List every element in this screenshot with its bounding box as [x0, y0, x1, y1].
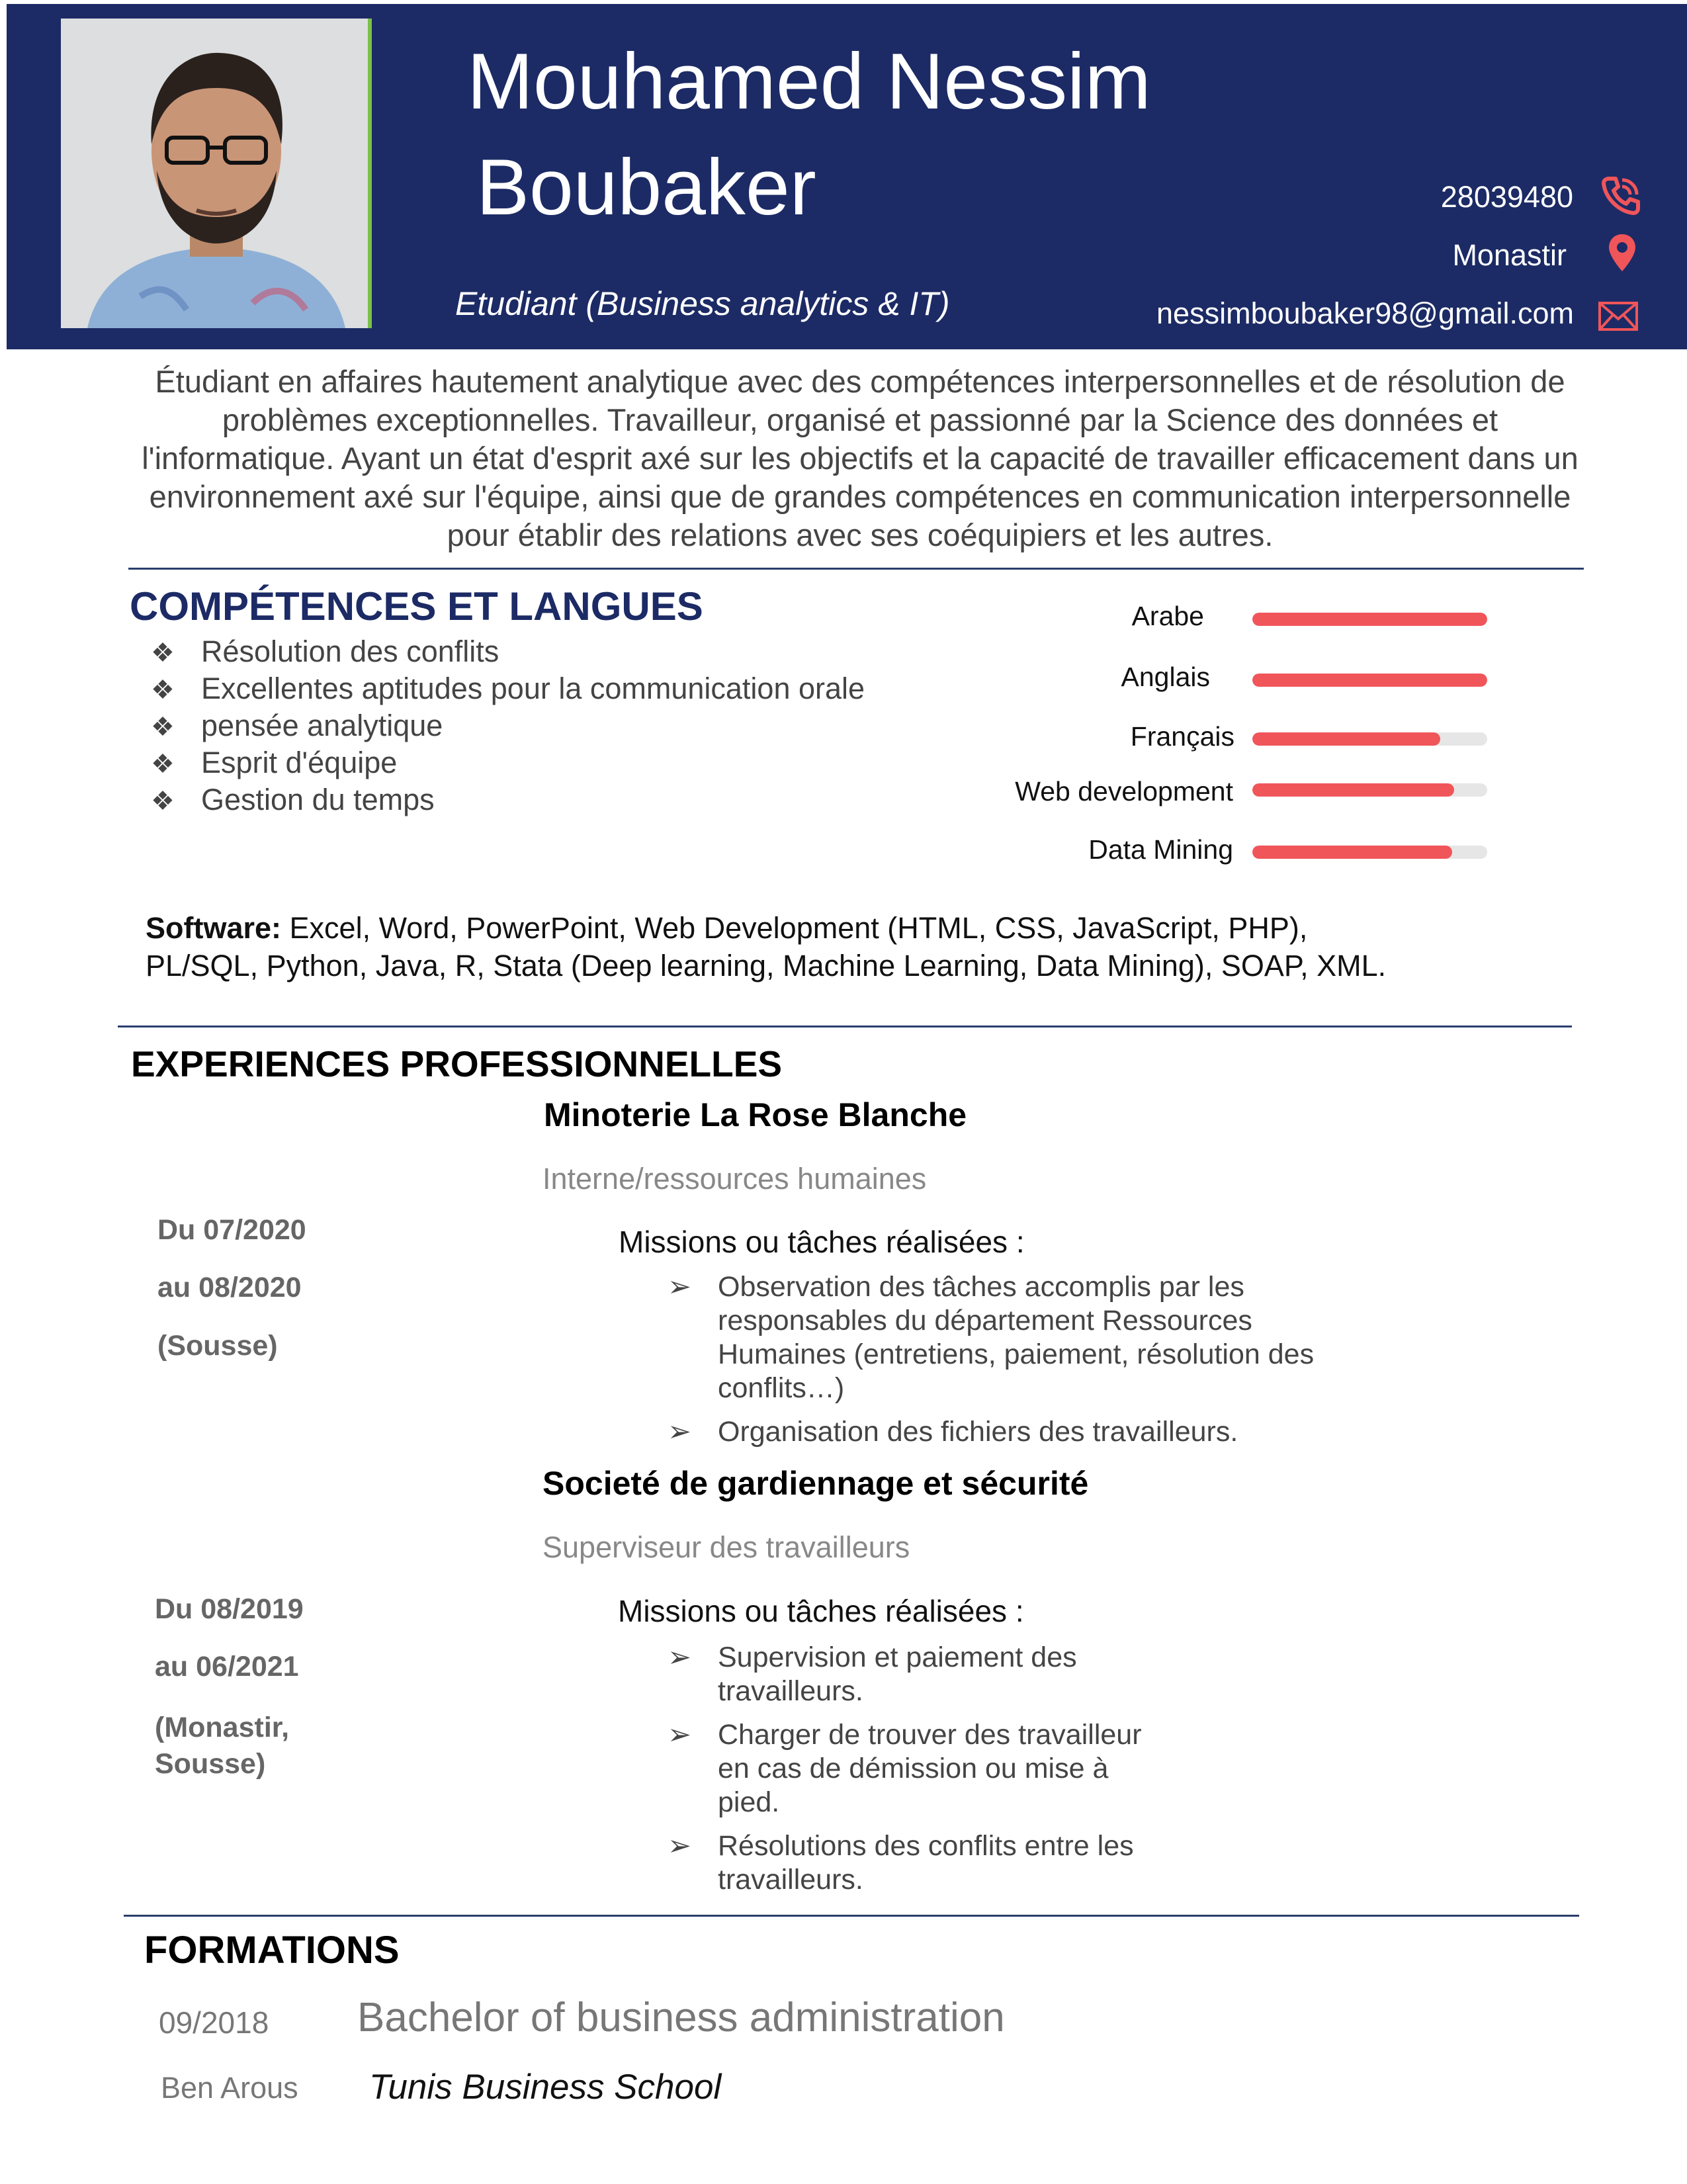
level-fill	[1252, 846, 1452, 859]
task-item: ➢ Observation des tâches accomplis par les responsables du département Ressources Humaines (entretiens, paiement, résolution des conflits…)	[668, 1271, 1315, 1404]
level-label-anglais: Anglais	[1121, 662, 1210, 692]
city: Monastir	[1452, 238, 1567, 272]
formation-degree: Bachelor of business administration	[357, 1995, 1005, 2040]
task-item: ➢ Résolutions des conflits entre les travailleurs.	[668, 1830, 1134, 1896]
arrow-bullet-icon: ➢	[668, 1641, 692, 1673]
job-location: (Monastir, Sousse)	[155, 1712, 290, 1780]
task-list	[668, 1270, 1316, 1459]
name-line-2: Boubaker	[476, 143, 816, 232]
job-date-to: au 08/2020	[157, 1272, 302, 1303]
level-fill	[1252, 732, 1440, 746]
name-line-1: Mouhamed Nessim	[467, 37, 1151, 126]
level-fill	[1252, 783, 1454, 797]
formations-section-title: FORMATIONS	[144, 1929, 400, 1972]
section-divider	[118, 1026, 1572, 1027]
job-date-from: Du 08/2019	[155, 1593, 304, 1625]
job-company: Societé de gardiennage et sécurité	[542, 1465, 1089, 1502]
missions-label: Missions ou tâches réalisées :	[619, 1225, 1025, 1259]
location-pin-icon	[1601, 232, 1643, 274]
skill-item: ❖ Résolution des conflits	[151, 634, 865, 671]
job-date-from: Du 07/2020	[157, 1214, 306, 1246]
skills-list	[151, 634, 865, 819]
level-label-data-mining: Data Mining	[1088, 834, 1233, 865]
bullet-icon: ❖	[151, 713, 175, 742]
software-list: Excel, Word, PowerPoint, Web Development (HTML, CSS, JavaScript, PHP), PL/SQL, Python, Java, R, Stata (Deep learning, Machine Learning, Data Mining), SOAP, XML.	[146, 911, 1387, 983]
task-list	[668, 1641, 1170, 1907]
level-bar-web-development	[1252, 783, 1487, 797]
skill-item: ❖ Esprit d'équipe	[151, 745, 865, 782]
job-role: Superviseur des travailleurs	[542, 1530, 910, 1564]
level-fill	[1252, 674, 1487, 687]
section-divider	[128, 568, 1584, 570]
job-role: Interne/ressources humaines	[542, 1162, 927, 1196]
bullet-icon: ❖	[151, 787, 175, 816]
phone-number: 28039480	[1440, 180, 1573, 214]
task-item: ➢ Charger de trouver des travailleur en cas de démission ou mise à pied.	[668, 1719, 1142, 1818]
arrow-bullet-icon: ➢	[668, 1416, 692, 1448]
skill-item: ❖ Gestion du temps	[151, 782, 865, 819]
email-address: nessimboubaker98@gmail.com	[1156, 296, 1574, 330]
task-item: ➢ Supervision et paiement des travailleurs.	[668, 1641, 1077, 1707]
level-fill	[1252, 613, 1487, 626]
level-bar-data-mining	[1252, 846, 1487, 859]
arrow-bullet-icon: ➢	[668, 1830, 692, 1862]
job-company: Minoterie La Rose Blanche	[544, 1096, 967, 1133]
level-label-francais: Français	[1130, 721, 1234, 752]
phone-icon	[1600, 175, 1642, 217]
job-subtitle: Etudiant (Business analytics & IT)	[455, 285, 950, 322]
profile-photo	[61, 19, 372, 328]
software-skills	[146, 909, 1403, 984]
level-bar-arabe	[1252, 613, 1487, 626]
arrow-bullet-icon: ➢	[668, 1719, 692, 1751]
missions-label: Missions ou tâches réalisées :	[618, 1594, 1024, 1628]
formation-date: 09/2018	[159, 2005, 269, 2040]
level-label-web-development: Web development	[1015, 776, 1233, 807]
skill-item: ❖ Excellentes aptitudes pour la communication orale	[151, 671, 865, 708]
job-location: (Sousse)	[157, 1330, 278, 1362]
email-icon	[1597, 295, 1639, 337]
formation-school: Tunis Business School	[369, 2068, 722, 2107]
skill-item: ❖ pensée analytique	[151, 708, 865, 745]
section-divider	[124, 1915, 1579, 1917]
software-label: Software:	[146, 911, 282, 945]
experience-section-title: EXPERIENCES PROFESSIONNELLES	[131, 1043, 783, 1084]
bullet-icon: ❖	[151, 638, 175, 668]
level-bar-anglais	[1252, 674, 1487, 687]
level-bar-francais	[1252, 732, 1487, 746]
profile-summary: Étudiant en affaires hautement analytique avec des compétences interpersonnelles et de résolution de problèmes exceptionnelles. Travailleur, organisé et passionné par la Science des données et l'informatique. Ayant un état d'esprit axé sur les objectifs et la capacité de travailler efficacement dans un environnement axé sur l'équipe, ainsi que de grandes compétences en communication interpersonnelle pour établir des relations avec ses coéquipiers et les autres.	[142, 364, 1579, 552]
formation-place: Ben Arous	[161, 2071, 298, 2105]
bullet-icon: ❖	[151, 750, 175, 779]
arrow-bullet-icon: ➢	[668, 1271, 692, 1303]
job-date-to: au 06/2021	[155, 1651, 299, 1682]
skills-section-title: COMPÉTENCES ET LANGUES	[130, 584, 703, 629]
level-label-arabe: Arabe	[1131, 601, 1204, 631]
task-item: ➢ Organisation des fichiers des travailleurs.	[668, 1416, 1238, 1448]
bullet-icon: ❖	[151, 676, 175, 705]
